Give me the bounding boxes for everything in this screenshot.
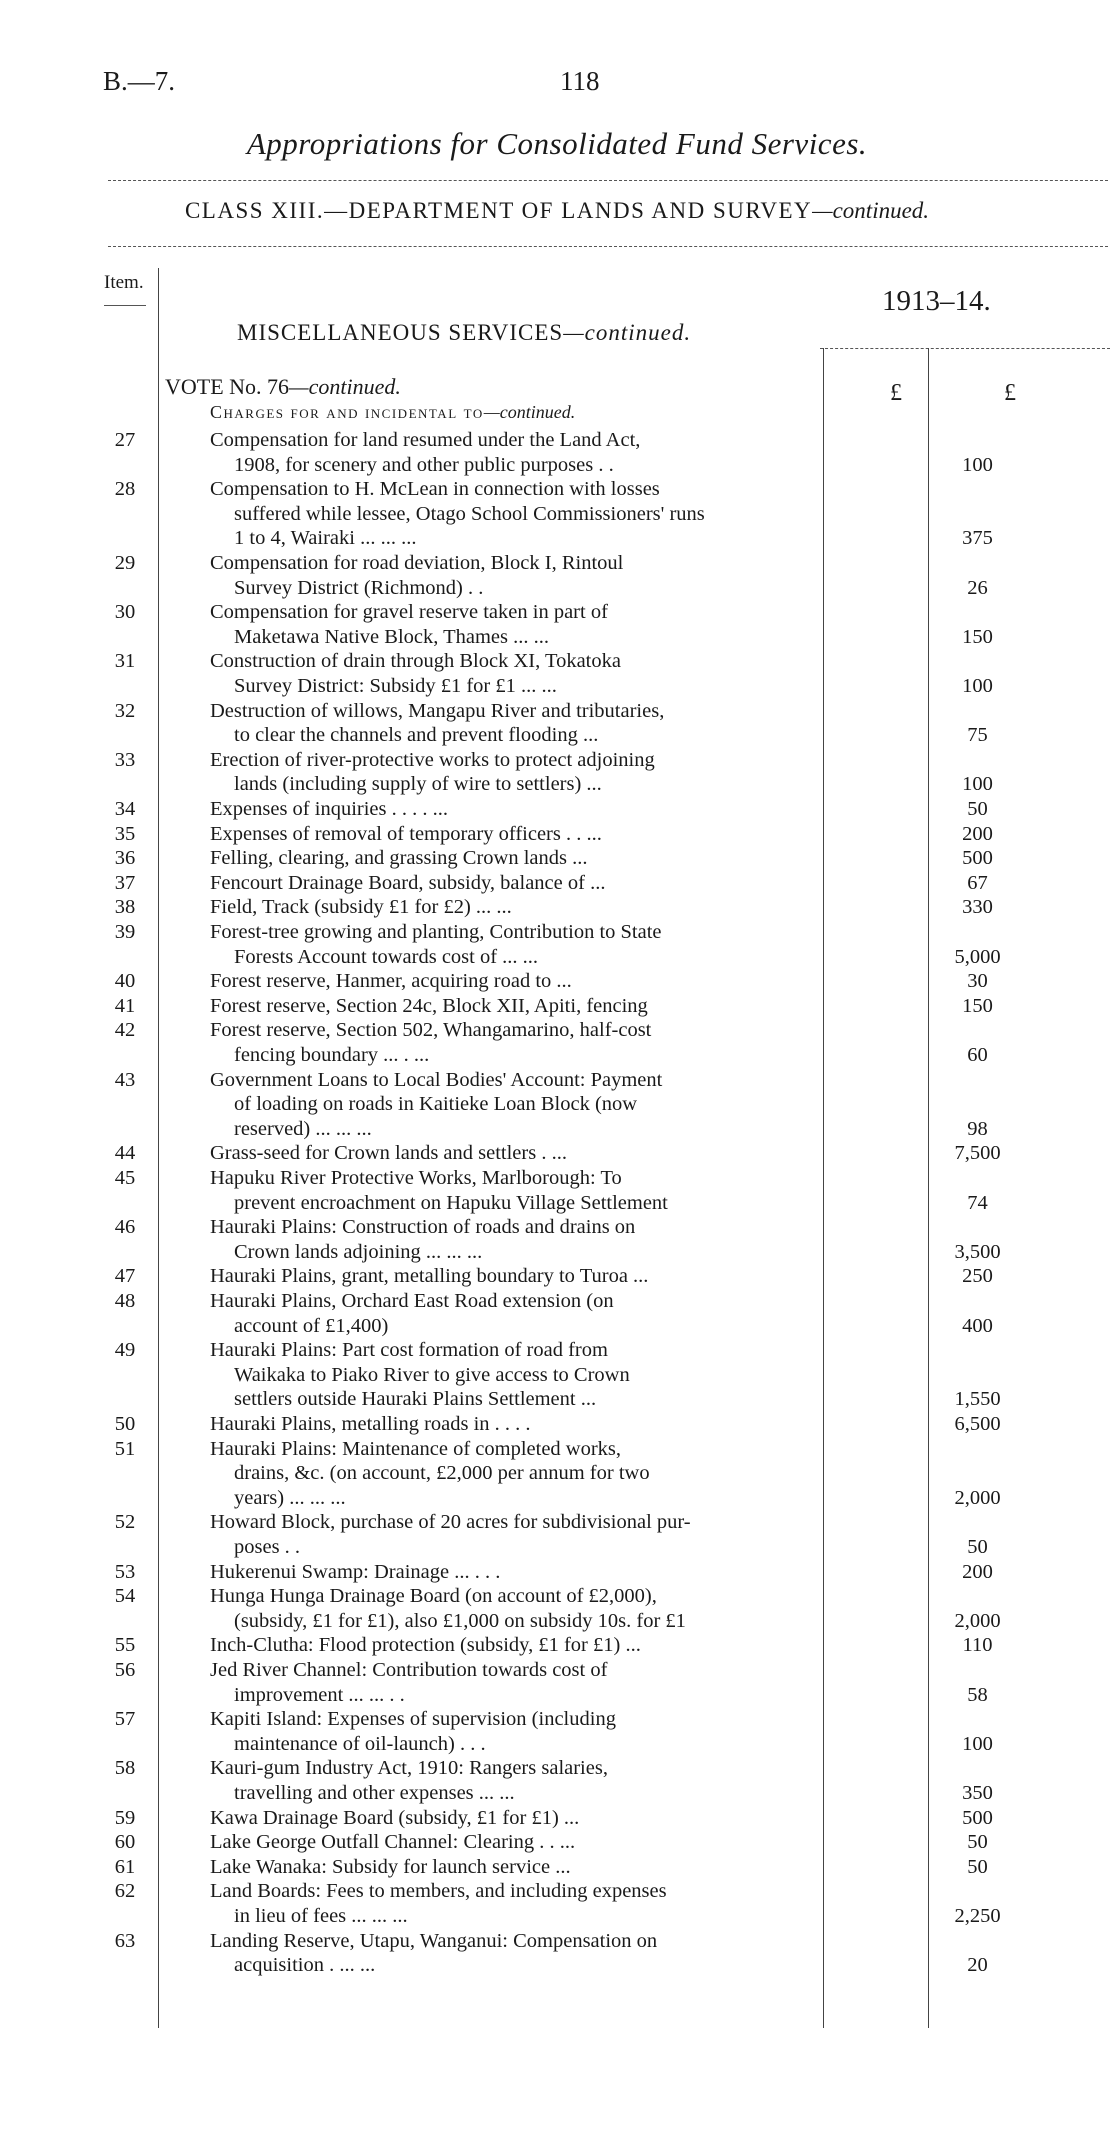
item-description-line: Crown lands adjoining ... ... ... [234,1240,483,1263]
table-row [100,797,1110,822]
item-description-line: Howard Block, purchase of 20 acres for subdivisional pur- [210,1511,691,1534]
item-number: 54 [114,1585,136,1608]
table-row [100,994,1110,1019]
vote-title [165,374,401,400]
rule-under-heading [108,180,1108,181]
item-number: 61 [114,1855,136,1878]
item-amount: 110 [962,1634,993,1657]
table-row [100,428,1110,477]
item-description [210,1166,920,1215]
item-description-line: prevent encroachment on Hapuku Village Settlement [234,1191,668,1214]
item-number: 30 [114,601,136,624]
item-description [210,920,920,969]
item-number: 48 [114,1290,136,1312]
item-description [210,1929,920,1978]
table-row [100,969,1110,994]
item-amount: 7,500 [954,1142,1001,1165]
item-description [210,1830,920,1855]
item-description [210,994,920,1019]
item-number: 41 [114,994,136,1017]
item-description-line: Hauraki Plains: Part cost formation of road from [210,1339,608,1362]
item-number: 45 [114,1167,136,1189]
item-number: 52 [114,1511,136,1534]
item-amount: 6,500 [954,1413,1001,1435]
item-description-line: Inch-Clutha: Flood protection (subsidy, £1 for £1) ... [210,1634,641,1657]
table-row [100,1855,1110,1880]
item-description-line: Waikaka to Piako River to give access to Crown [234,1363,630,1386]
item-amount: 67 [967,871,988,894]
vote-title-suffix: —continued. [289,374,401,399]
table-row [100,1166,1110,1215]
item-amount: 150 [962,625,993,648]
vote-title-text: VOTE No. 76 [165,374,290,399]
charges-heading-suffix: —continued. [483,402,576,422]
item-description-line: Hauraki Plains, metalling roads in . . . . [210,1413,531,1435]
item-amount: 200 [962,1560,993,1583]
table-row [100,551,1110,600]
table-row [100,1806,1110,1831]
item-amount: 1,550 [954,1388,1001,1411]
item-description [210,822,920,847]
item-number: 43 [114,1068,136,1091]
item-description [210,1658,920,1707]
table-row [100,699,1110,748]
item-amount: 50 [967,1535,988,1558]
item-description [210,1560,920,1585]
item-description [210,1068,920,1142]
item-description [210,1215,920,1264]
item-description-line: Lake George Outfall Channel: Clearing . . ... [210,1831,576,1854]
charges-heading-text: Charges for and incidental to [210,402,484,422]
item-description-line: Forest-tree growing and planting, Contribution to State [210,921,662,943]
item-amount: 200 [962,822,993,845]
item-description-line: Construction of drain through Block XI, Tokatoka [210,650,621,673]
section-title [237,320,691,346]
item-number: 60 [114,1831,136,1854]
class-title [0,198,1114,224]
item-number: 31 [114,650,136,673]
item-description [210,600,920,649]
item-description-line: Hapuku River Protective Works, Marlborough: To [210,1167,622,1189]
item-number: 38 [114,896,136,919]
item-number: 33 [114,748,136,771]
item-amount: 150 [962,994,993,1017]
item-description-line: Compensation for land resumed under the Land Act, [210,429,641,451]
table-row [100,1141,1110,1166]
item-description-line: Fencourt Drainage Board, subsidy, balance of ... [210,871,606,894]
item-amount: 500 [962,847,993,870]
table-row [100,1338,1110,1412]
item-number: 42 [114,1019,136,1042]
item-description [210,1633,920,1658]
item-number: 40 [114,970,136,993]
table-row [100,600,1110,649]
item-number: 57 [114,1708,136,1731]
item-amount: 2,000 [954,1486,1001,1509]
item-description-line: acquisition . ... ... [234,1954,376,1977]
item-description [210,1412,920,1437]
item-description-line: Survey District: Subsidy £1 for £1 ... ... [234,674,557,697]
item-description [210,846,920,871]
item-amount: 100 [962,773,993,796]
class-title-text: CLASS XIII.—DEPARTMENT OF LANDS AND SURVEY [184,198,813,223]
item-description-line: settlers outside Hauraki Plains Settlement ... [234,1388,597,1411]
table-row [100,748,1110,797]
item-description-line: fencing boundary ... . ... [234,1043,430,1066]
item-amount: 20 [967,1954,988,1977]
table-row [100,871,1110,896]
item-description-line: Destruction of willows, Mangapu River and tributaries, [210,699,665,722]
item-description [210,1264,920,1289]
item-description [210,797,920,822]
item-description-line: Expenses of removal of temporary officers . . ... [210,822,602,845]
table-row [100,1584,1110,1633]
item-amount: 100 [962,1732,993,1755]
item-description [210,871,920,896]
item-number: 29 [114,552,136,574]
table-row [100,1830,1110,1855]
item-description [210,1437,920,1511]
item-number: 39 [114,921,136,943]
item-description-line: Maketawa Native Block, Thames ... ... [234,625,550,648]
item-description-line: Hunga Hunga Drainage Board (on account of £2,000), [210,1585,657,1608]
item-description [210,1018,920,1067]
item-description [210,1707,920,1756]
item-number: 28 [114,478,136,501]
item-description-line: drains, &c. (on account, £2,000 per annum for two [234,1462,650,1485]
item-description-line: Kapiti Island: Expenses of supervision (including [210,1708,616,1731]
item-amount: 400 [962,1314,993,1337]
table-row [100,1412,1110,1437]
charges-heading [210,402,575,423]
table-row [100,1929,1110,1978]
item-amount: 26 [967,576,988,599]
item-description-line: Felling, clearing, and grassing Crown lands ... [210,847,588,870]
page-number: 118 [560,66,600,96]
item-number: 34 [114,798,136,820]
item-description-line: Forest reserve, Hanmer, acquiring road to ... [210,970,572,993]
item-number: 55 [114,1634,136,1657]
item-description-line: Forests Account towards cost of ... ... [234,945,539,968]
table-row [100,649,1110,698]
item-description-line: Compensation to H. McLean in connection with losses [210,478,660,501]
item-description-line: poses . . [234,1535,301,1558]
table-row [100,1437,1110,1511]
item-number: 27 [114,429,136,451]
item-description-line: of loading on roads in Kaitieke Loan Block (now [234,1093,638,1116]
item-description [210,1510,920,1559]
item-description-line: Hauraki Plains, grant, metalling boundary to Turoa ... [210,1265,649,1288]
item-amount: 75 [967,724,988,747]
item-description-line: account of £1,400) [234,1314,389,1337]
page-heading: Appropriations for Consolidated Fund Services. [246,126,868,161]
item-amount: 350 [962,1781,993,1804]
item-number: 51 [114,1437,136,1460]
item-description [210,1141,920,1166]
item-amount: 500 [962,1806,993,1829]
item-description [210,748,920,797]
item-description [210,1289,920,1338]
item-number: 56 [114,1659,136,1681]
item-description-line: Hauraki Plains: Maintenance of completed works, [210,1437,622,1460]
class-title-suffix: —continued. [812,198,930,223]
item-description-line: Jed River Channel: Contribution towards cost of [210,1659,608,1681]
item-column-label: Item. [104,272,144,293]
table-row [100,1879,1110,1928]
item-description-line: maintenance of oil-launch) . . . [234,1732,486,1755]
item-description-line: 1 to 4, Wairaki ... ... ... [234,527,417,550]
item-description-line: to clear the channels and prevent flooding ... [234,724,599,747]
item-amount: 30 [967,970,988,993]
item-amount: 50 [967,798,988,820]
table-row [100,1264,1110,1289]
page-reference: B.—7. [103,66,176,96]
table-row [100,1068,1110,1142]
section-title-suffix: —continued. [563,320,692,345]
item-amount: 58 [967,1683,988,1706]
item-description-line: Compensation for road deviation, Block I, Rintoul [210,552,624,574]
item-description-line: lands (including supply of wire to settlers) ... [234,773,602,796]
item-amount: 330 [962,896,993,919]
item-description [210,1756,920,1805]
currency-column-2: £ [1004,380,1016,406]
table-row [100,895,1110,920]
item-number: 50 [114,1413,136,1435]
table-row [100,1633,1110,1658]
item-number: 32 [114,699,136,722]
rule-under-class-title [108,246,1108,247]
item-number: 58 [114,1757,136,1780]
table-row [100,1018,1110,1067]
item-amount: 375 [962,527,993,550]
item-description-line: travelling and other expenses ... ... [234,1781,515,1804]
item-description-line: Survey District (Richmond) . . [234,576,484,599]
item-description [210,1338,920,1412]
table-row [100,1707,1110,1756]
table-row [100,1215,1110,1264]
table-row [100,846,1110,871]
financial-year: 1913–14. [882,285,991,317]
item-number: 59 [114,1806,136,1829]
item-description-line: Field, Track (subsidy £1 for £2) ... ... [210,896,512,919]
table-row [100,1658,1110,1707]
item-description-line: Lake Wanaka: Subsidy for launch service ... [210,1855,571,1878]
item-description [210,1806,920,1831]
item-description-line: Hauraki Plains, Orchard East Road extension (on [210,1290,614,1312]
item-number: 53 [114,1560,136,1583]
section-title-text: MISCELLANEOUS SERVICES [237,320,564,345]
item-description [210,1879,920,1928]
item-description-line: Kawa Drainage Board (subsidy, £1 for £1) ... [210,1806,580,1829]
table-row [100,1560,1110,1585]
item-number: 37 [114,871,136,894]
table-row [100,1510,1110,1559]
item-description [210,1584,920,1633]
item-description-line: Forest reserve, Section 24c, Block XII, Apiti, fencing [210,994,648,1017]
item-description-line: Hauraki Plains: Construction of roads and drains on [210,1216,636,1239]
item-number: 35 [114,822,136,845]
item-description-line: Expenses of inquiries . . . . ... [210,798,448,820]
item-amount: 5,000 [954,945,1001,968]
item-description [210,969,920,994]
item-description-line: Land Boards: Fees to members, and including expenses [210,1880,667,1903]
table-row [100,920,1110,969]
item-description-line: Forest reserve, Section 502, Whangamarino, half-cost [210,1019,652,1042]
table-row [100,1289,1110,1338]
item-amount: 250 [962,1265,993,1288]
item-amount: 2,000 [954,1609,1001,1632]
item-amount: 3,500 [954,1240,1001,1263]
item-description [210,428,920,477]
table-row [100,1756,1110,1805]
item-amount: 74 [967,1191,988,1214]
item-description [210,477,920,551]
item-amount: 98 [967,1117,988,1140]
item-number: 49 [114,1339,136,1362]
currency-column-1: £ [890,380,902,406]
item-description [210,895,920,920]
item-number: 63 [114,1929,136,1952]
item-description-line: years) ... ... ... [234,1486,346,1509]
table-row [100,477,1110,551]
item-description-line: Grass-seed for Crown lands and settlers . ... [210,1142,567,1165]
item-description-line: Erection of river-protective works to protect adjoining [210,748,655,771]
item-description-line: Compensation for gravel reserve taken in part of [210,601,608,624]
item-description-line: reserved) ... ... ... [234,1117,372,1140]
item-amount: 2,250 [954,1904,1001,1927]
item-description [210,1855,920,1880]
item-description-line: Government Loans to Local Bodies' Account: Payment [210,1068,663,1091]
item-amount: 60 [967,1043,988,1066]
item-description-line: (subsidy, £1 for £1), also £1,000 on subsidy 10s. for £1 [234,1609,686,1632]
item-description-line: improvement ... ... . . [234,1683,405,1706]
item-number: 46 [114,1216,136,1239]
item-description [210,551,920,600]
item-number: 47 [114,1265,136,1288]
item-amount: 50 [967,1831,988,1854]
item-amount: 100 [962,674,993,697]
item-description-line: Hukerenui Swamp: Drainage ... . . . [210,1560,501,1583]
item-number: 44 [114,1142,136,1165]
item-description [210,649,920,698]
item-amount: 50 [967,1855,988,1878]
item-description-line: suffered while lessee, Otago School Commissioners' runs [234,502,705,525]
item-description-line: Landing Reserve, Utapu, Wanganui: Compensation on [210,1929,658,1952]
item-description-line: Kauri-gum Industry Act, 1910: Rangers salaries, [210,1757,608,1780]
item-description [210,699,920,748]
item-number: 62 [114,1880,136,1903]
rule-under-year [820,348,1110,349]
item-number: 36 [114,847,136,870]
item-column-underline [104,305,146,306]
item-description-line: in lieu of fees ... ... ... [234,1904,408,1927]
table-row [100,822,1110,847]
item-amount: 100 [962,453,993,476]
item-description-line: 1908, for scenery and other public purposes . . [234,453,614,476]
